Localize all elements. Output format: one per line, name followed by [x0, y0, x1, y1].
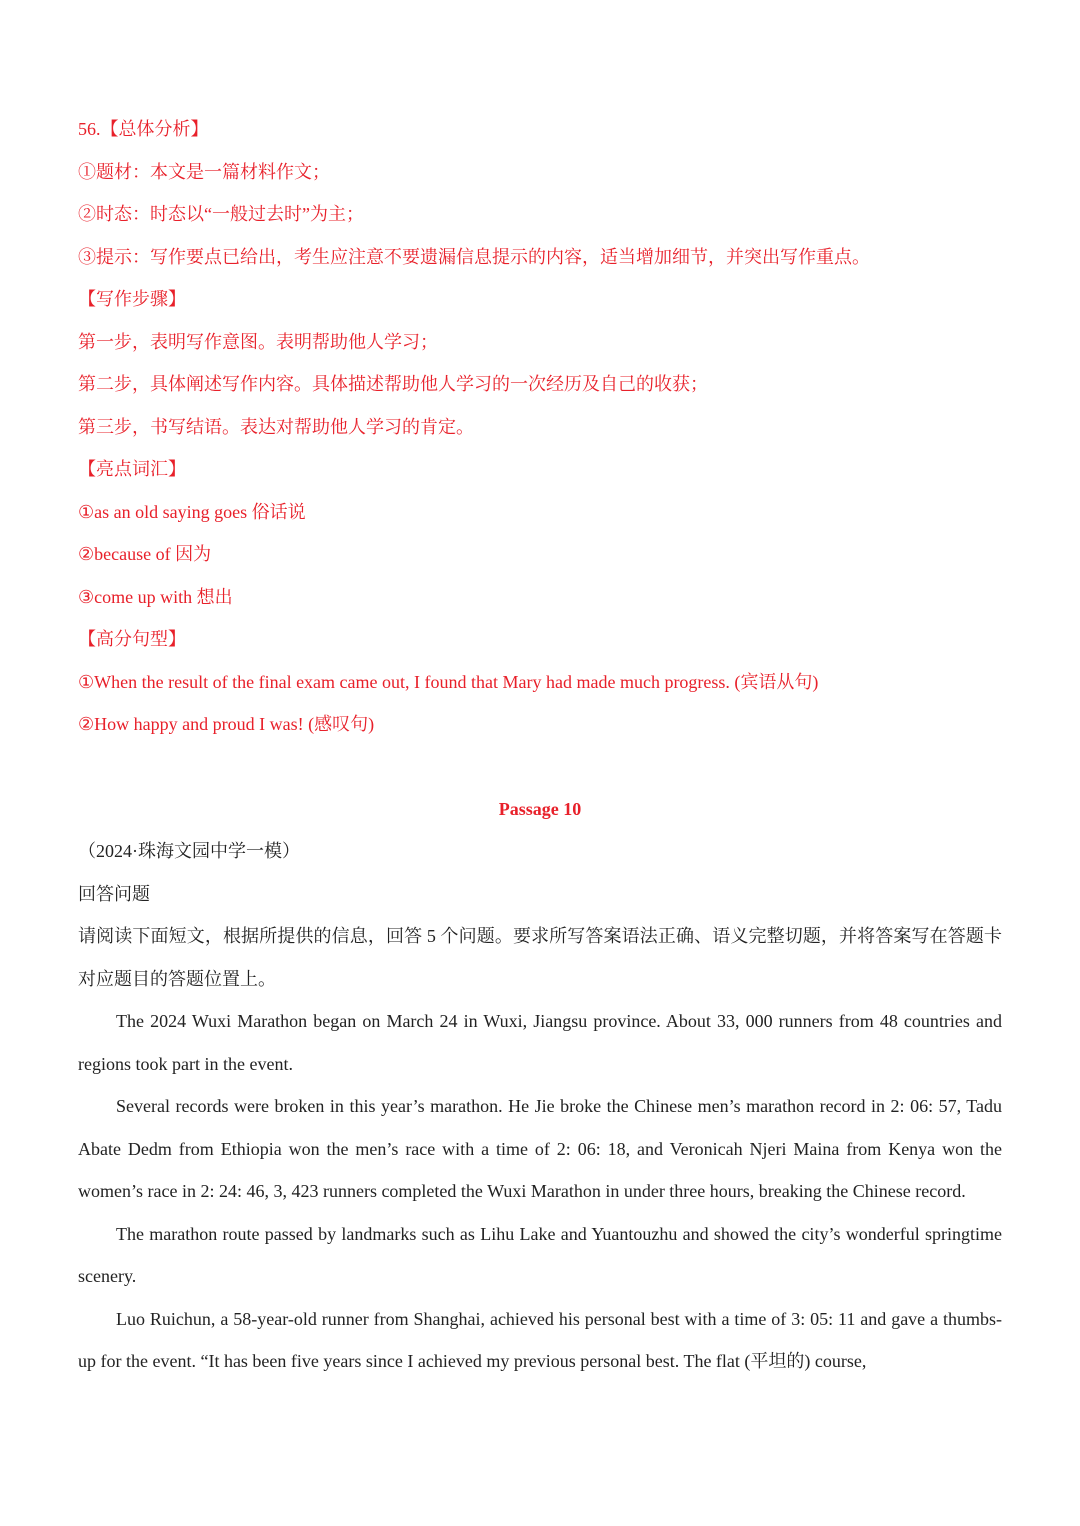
steps-item: 第二步，具体阐述写作内容。具体描述帮助他人学习的一次经历及自己的收获；: [78, 374, 708, 394]
passage-paragraph: Luo Ruichun, a 58-year-old runner from Shanghai, achieved his personal best with a time of 3: 05: 11 and gave a thumbs-up for the event. “It has been five years since I achieved my previous personal best. The flat (平坦的) course,: [78, 1308, 1002, 1371]
sentences-heading: 【高分句型】: [78, 629, 186, 649]
analysis-item: ①题材：本文是一篇材料作文；: [78, 161, 330, 182]
vocab-item: ①as an old saying goes 俗话说: [78, 501, 306, 522]
sentences-item: ①When the result of the final exam came out, I found that Mary had made much progress. (宾语从句): [78, 671, 819, 692]
sentences-item: ②How happy and proud I was! (感叹句): [78, 714, 375, 734]
analysis-item: ②时态：时态以“一般过去时”为主；: [78, 204, 364, 224]
passage-paragraph: Several records were broken in this year’s marathon. He Jie broke the Chinese men’s marathon record in 2: 06: 57, Tadu Abate Dedm from Ethiopia won the men’s race with a time of 2: 06: 18, and Veronicah Njeri Maina from Kenya won the women’s race in 2: 24: 46, 3, 423 runners completed the Wuxi Marathon in under three hours, breaking the Chinese record.: [78, 1096, 1002, 1201]
passage-source: （2024·珠海文园中学一模）: [78, 841, 300, 861]
passage-paragraph: The 2024 Wuxi Marathon began on March 24 in Wuxi, Jiangsu province. About 33, 000 runners from 48 countries and regions took part in the event.: [78, 1011, 1002, 1074]
passage-title: Passage 10: [498, 798, 582, 819]
vocab-heading: 【亮点词汇】: [78, 459, 186, 479]
passage-task-type: 回答问题: [78, 883, 150, 904]
steps-item: 第三步，书写结语。表达对帮助他人学习的肯定。: [78, 416, 474, 437]
steps-item: 第一步，表明写作意图。表明帮助他人学习；: [78, 331, 438, 352]
passage-instruction: 请阅读下面短文，根据所提供的信息，回答 5 个问题。要求所写答案语法正确、语义完整切题，并将答案写在答题卡对应题目的答题位置上。: [78, 926, 1002, 989]
analysis-heading: 56.【总体分析】: [78, 119, 209, 139]
steps-heading: 【写作步骤】: [78, 289, 186, 309]
analysis-item: ③提示：写作要点已给出，考生应注意不要遗漏信息提示的内容，适当增加细节，并突出写作重点。: [78, 246, 870, 267]
passage-paragraph: The marathon route passed by landmarks such as Lihu Lake and Yuantouzhu and showed the city’s wonderful springtime scenery.: [78, 1223, 1002, 1286]
vocab-item: ③come up with 想出: [78, 586, 233, 607]
vocab-item: ②because of 因为: [78, 544, 212, 564]
